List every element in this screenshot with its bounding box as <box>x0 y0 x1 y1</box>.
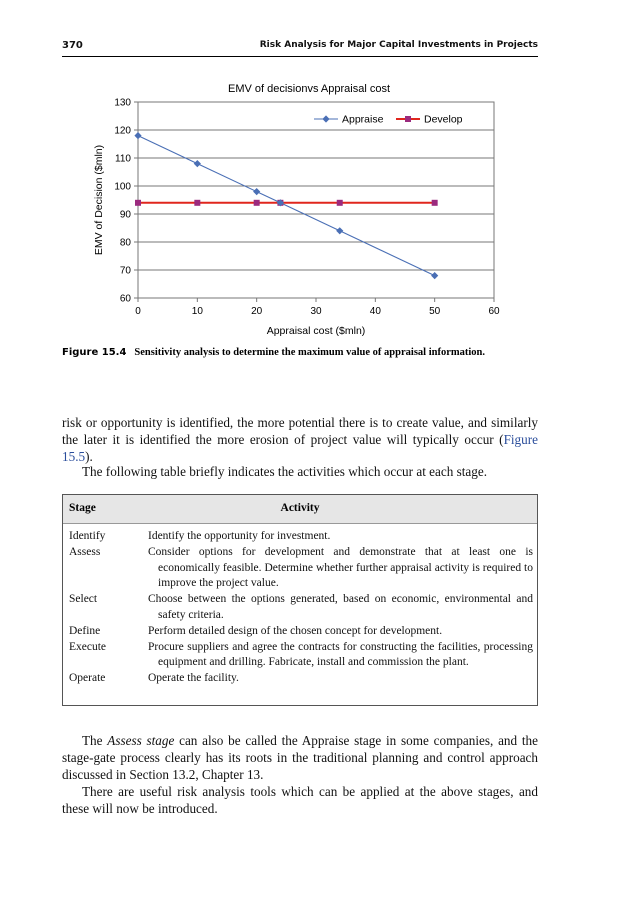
stage-cell: Operate <box>69 672 106 685</box>
x-tick-label: 50 <box>429 306 441 317</box>
emv-chart <box>62 74 538 342</box>
figure-15-5-link[interactable]: Figure 15.5 <box>62 432 538 464</box>
activity-cell: Perform detailed design of the chosen concept for development. <box>148 624 443 637</box>
x-axis-label: Appraisal cost ($mln) <box>266 325 366 337</box>
figure-caption <box>62 347 538 358</box>
paragraph-1-text-b: ). <box>85 449 93 464</box>
activity-cell: Identify the opportunity for investment. <box>148 530 331 542</box>
table-body <box>63 529 537 687</box>
chart-title: EMV of decisionvs Appraisal cost <box>227 83 391 95</box>
stage-cell: Execute <box>69 640 107 653</box>
x-tick-label: 10 <box>191 306 203 317</box>
develop-point <box>135 200 141 206</box>
x-tick-label: 40 <box>369 306 381 317</box>
paragraph-1 <box>62 414 538 465</box>
appraise-point <box>134 132 141 139</box>
table-header <box>63 495 537 524</box>
table-row <box>63 592 537 624</box>
x-tick-label: 60 <box>488 306 500 317</box>
x-tick-label: 0 <box>135 306 141 317</box>
activity-cell: Operate the facility. <box>148 672 239 685</box>
figure-label: Figure 15.4 <box>62 347 127 358</box>
appraise-point <box>194 160 201 167</box>
appraise-point <box>431 272 438 279</box>
stage-cell: Identify <box>69 530 106 542</box>
y-tick-label: 60 <box>119 293 131 305</box>
y-tick-label: 110 <box>115 153 131 165</box>
develop-point <box>337 200 343 206</box>
running-head: Risk Analysis for Major Capital Investments in Projects <box>259 40 538 50</box>
appraise-line <box>138 136 435 276</box>
develop-point <box>254 200 260 206</box>
legend-develop-marker <box>405 116 411 122</box>
chart-grid <box>138 130 494 270</box>
y-tick-label: 90 <box>119 209 131 221</box>
figure-chart <box>62 74 538 342</box>
legend-appraise-marker <box>322 115 329 122</box>
assess-stage-emphasis: Assess stage <box>107 733 175 748</box>
table-row <box>63 545 537 592</box>
table-header-stage: Stage <box>69 502 96 514</box>
activity-cell: Consider options for development and demonstrate that at least one is economically feasible. Determine whether further appraisal activity is required to improve the project value. <box>148 545 533 590</box>
legend-appraise-label: Appraise <box>342 113 384 126</box>
stage-cell: Assess <box>69 545 101 558</box>
page-header <box>62 40 538 57</box>
chart-legend <box>314 114 463 126</box>
develop-point <box>432 200 438 206</box>
y-axis <box>114 98 138 305</box>
activity-cell: Procure suppliers and agree the contracts for constructing the facilities, processing equipment and drilling. Fabricate, install and commission the plant. <box>148 640 533 669</box>
y-tick-label: 80 <box>119 237 131 249</box>
appraise-point <box>336 227 343 234</box>
stage-cell: Define <box>69 624 101 637</box>
paragraph-3-text-b: can also be called the Appraise stage in some companies, and the stage-gate process clearly has its roots in the traditional planning and control approach discussed in Section 13.2, Chapter 13. <box>62 733 538 782</box>
y-tick-label: 100 <box>114 181 131 193</box>
appraise-point <box>253 188 260 195</box>
paragraph-4: There are useful risk analysis tools which can be applied at the above stages, and these will now be introduced. <box>62 784 538 816</box>
table-row <box>63 529 537 545</box>
table-header-activity: Activity <box>280 502 320 514</box>
paragraph-2: The following table briefly indicates the activities which occur at each stage. <box>82 464 487 479</box>
figure-caption-text: Sensitivity analysis to determine the maximum value of appraisal information. <box>134 347 485 358</box>
y-axis-label: EMV of Decision ($mln) <box>93 144 105 256</box>
y-tick-label: 130 <box>114 97 131 109</box>
legend-develop-label: Develop <box>424 113 463 126</box>
x-axis <box>135 298 500 317</box>
x-tick-label: 20 <box>251 306 263 317</box>
y-tick-label: 120 <box>114 125 131 137</box>
page-number: 370 <box>62 40 83 51</box>
plot-area <box>138 102 494 298</box>
paragraph-3-text-a: The <box>82 733 108 748</box>
table-row <box>63 624 537 640</box>
chart-series <box>134 132 438 279</box>
paragraph-3 <box>62 732 538 783</box>
table-row <box>63 671 537 687</box>
develop-point <box>194 200 200 206</box>
activity-cell: Choose between the options generated, based on economic, environmental and safety criteria. <box>148 593 533 621</box>
stage-activity-table <box>62 494 538 706</box>
paragraph-1-text-a: risk or opportunity is identified, the more potential there is to create value, and similarly the later it is identified the more erosion of project value will typically occur ( <box>62 415 538 447</box>
stage-cell: Select <box>69 593 98 606</box>
x-tick-label: 30 <box>310 306 322 317</box>
y-tick-label: 70 <box>119 265 131 277</box>
table-row <box>63 640 537 672</box>
